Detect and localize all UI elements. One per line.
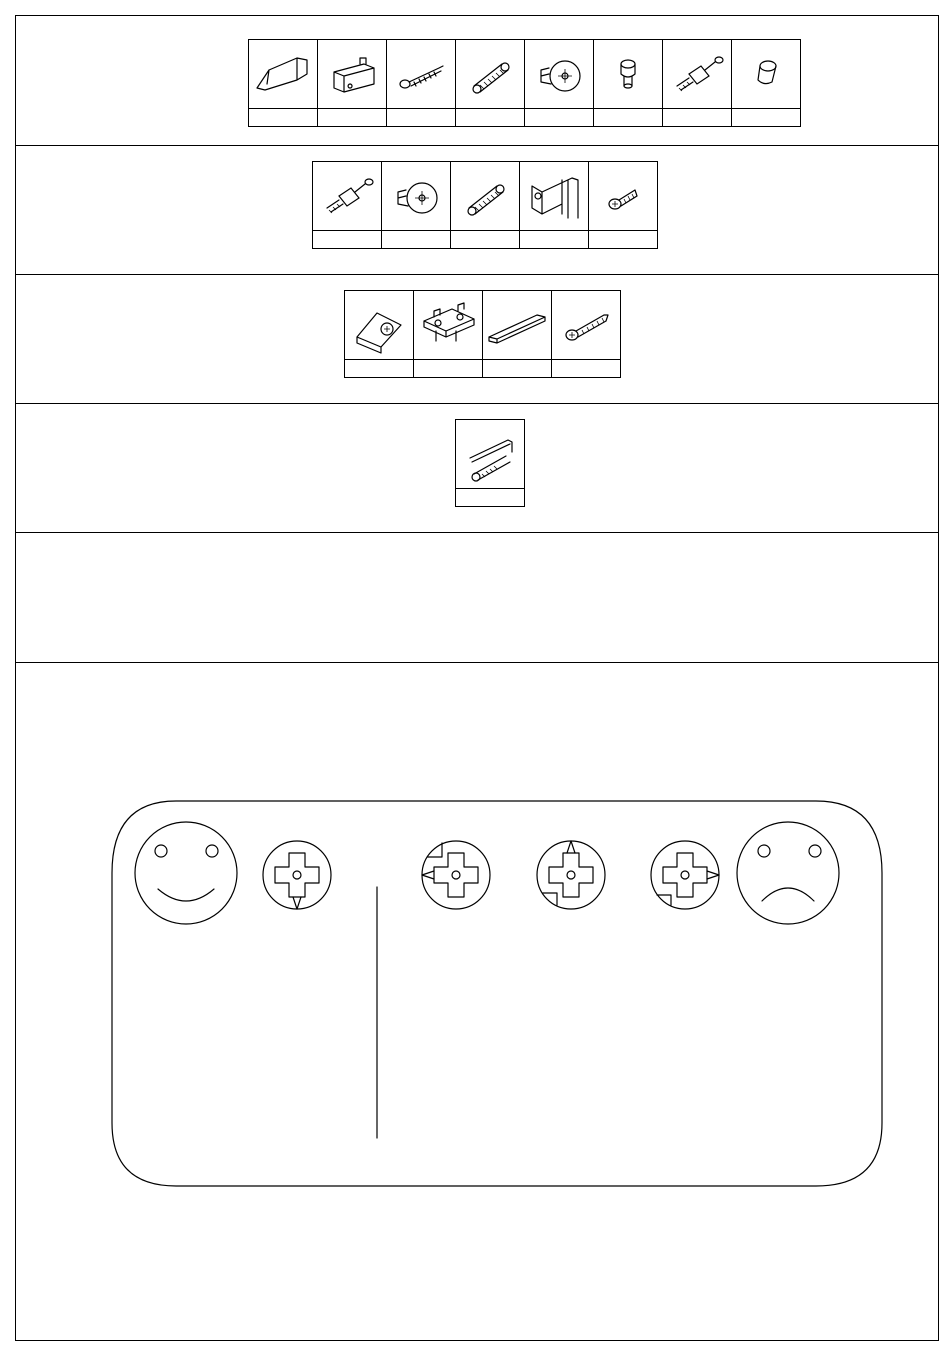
cam-lock-guide-section xyxy=(16,663,938,1342)
parts-table-4 xyxy=(455,419,525,507)
bumper-cap-icon xyxy=(732,40,800,108)
cam-open-up-icon xyxy=(537,841,605,909)
part-quantity xyxy=(345,359,413,377)
part-cell xyxy=(588,162,657,248)
part-cell xyxy=(413,291,482,377)
empty-section xyxy=(16,533,938,663)
parts-section-1 xyxy=(16,16,938,146)
corner-block-icon xyxy=(345,291,413,359)
cam-locked-icon xyxy=(263,841,331,909)
part-cell xyxy=(731,40,800,126)
part-quantity xyxy=(552,359,620,377)
parts-table-2 xyxy=(312,161,658,249)
part-quantity xyxy=(594,108,662,126)
part-quantity xyxy=(589,230,657,248)
parts-table-1 xyxy=(248,39,801,127)
happy-face-icon xyxy=(135,822,237,924)
cam-lock-icon xyxy=(525,40,593,108)
part-quantity xyxy=(387,108,455,126)
cam-lock-icon xyxy=(382,162,450,230)
parts-section-2 xyxy=(16,146,938,275)
part-cell xyxy=(455,40,524,126)
parts-section-4 xyxy=(16,404,938,533)
cam-open-right-icon xyxy=(651,841,719,909)
part-quantity xyxy=(249,108,317,126)
part-quantity xyxy=(318,108,386,126)
part-quantity xyxy=(414,359,482,377)
euro-screw-icon xyxy=(589,162,657,230)
wood-screw-icon xyxy=(387,40,455,108)
cam-open-left-icon xyxy=(422,841,490,909)
part-cell xyxy=(386,40,455,126)
cam-lock-guide-diagram xyxy=(16,663,940,1342)
part-cell xyxy=(524,40,593,126)
part-quantity xyxy=(382,230,450,248)
latch-block-icon xyxy=(318,40,386,108)
part-cell xyxy=(551,291,620,377)
part-cell xyxy=(593,40,662,126)
part-cell xyxy=(662,40,731,126)
part-cell xyxy=(450,162,519,248)
drawer-runner-bracket-icon xyxy=(520,162,588,230)
part-cell xyxy=(249,40,317,126)
part-quantity xyxy=(663,108,731,126)
cam-bolt-icon xyxy=(663,40,731,108)
instruction-sheet xyxy=(15,15,939,1341)
part-cell xyxy=(482,291,551,377)
part-cell xyxy=(456,420,524,506)
wooden-dowel-icon xyxy=(456,40,524,108)
cam-bolt-icon xyxy=(313,162,381,230)
part-cell xyxy=(381,162,450,248)
allen-key-and-bit-icon xyxy=(456,420,524,488)
part-quantity xyxy=(525,108,593,126)
part-cell xyxy=(317,40,386,126)
long-screw-icon xyxy=(552,291,620,359)
shelf-pin-icon xyxy=(594,40,662,108)
part-cell xyxy=(345,291,413,377)
part-quantity xyxy=(456,108,524,126)
part-cell xyxy=(519,162,588,248)
guide-frame xyxy=(112,801,882,1186)
part-quantity xyxy=(456,488,524,506)
wooden-dowel-icon xyxy=(451,162,519,230)
part-cell xyxy=(313,162,381,248)
part-quantity xyxy=(313,230,381,248)
parts-section-3 xyxy=(16,275,938,404)
part-quantity xyxy=(451,230,519,248)
part-quantity xyxy=(732,108,800,126)
flat-bar-icon xyxy=(483,291,551,359)
wedge-icon xyxy=(249,40,317,108)
part-quantity xyxy=(483,359,551,377)
sad-face-icon xyxy=(737,822,839,924)
hinge-plate-icon xyxy=(414,291,482,359)
part-quantity xyxy=(520,230,588,248)
parts-table-3 xyxy=(344,290,621,378)
